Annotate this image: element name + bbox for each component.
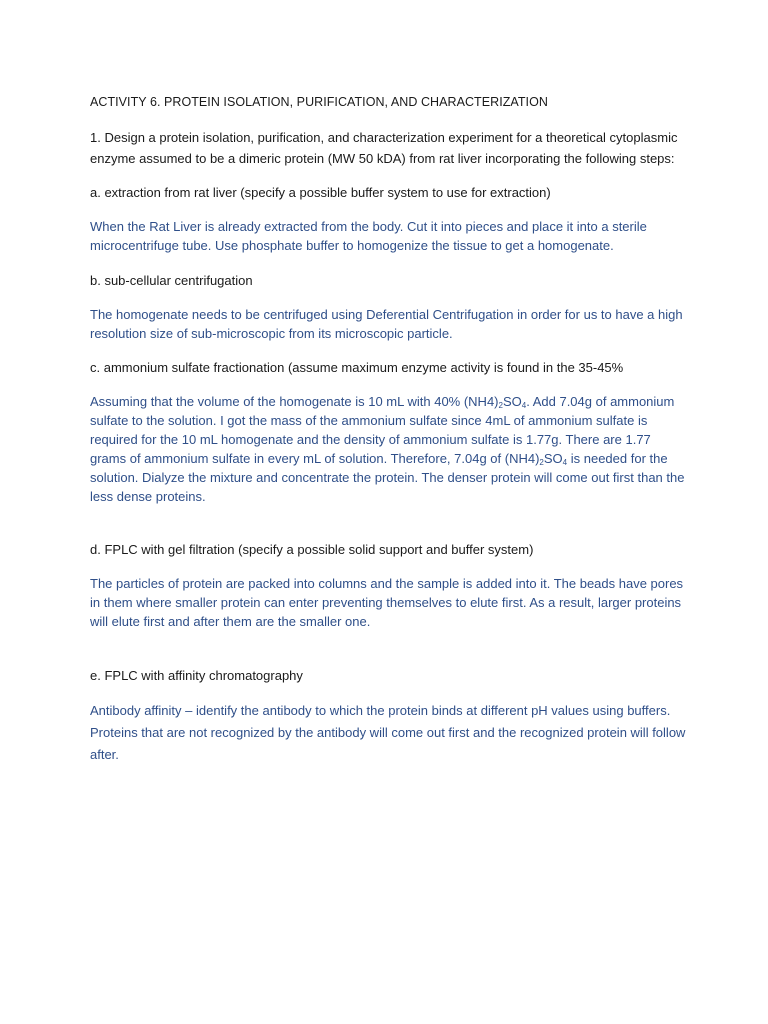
question-d: d. FPLC with gel filtration (specify a possible solid support and buffer system) — [90, 542, 534, 557]
question-b: b. sub-cellular centrifugation — [90, 273, 253, 288]
answer-e: Antibody affinity – identify the antibody to which the protein binds at different pH values using buffers. Proteins that are not recognized by the antibody will come out first and the recognized protein will follow after. — [90, 703, 686, 762]
subscript-4: 4 — [562, 458, 568, 467]
question-e: e. FPLC with affinity chromatography — [90, 668, 303, 683]
subscript-4: 4 — [521, 401, 527, 410]
question-c: c. ammonium sulfate fractionation (assume maximum enzyme activity is found in the 35-45% — [90, 360, 624, 375]
answer-c — [90, 392, 686, 506]
answer-c-part-1: Assuming that the volume of the homogenate is 10 mL with 40% (NH4) — [90, 394, 499, 409]
question-1: 1. Design a protein isolation, purification, and characterization experiment for a theoretical cytoplasmic enzyme assumed to be a dimeric protein (MW 50 kDA) from rat liver incorporating the following steps: — [90, 130, 678, 166]
answer-c-part-4: SO — [543, 451, 563, 466]
answer-b: The homogenate needs to be centrifuged using Deferential Centrifugation in order for us to have a high resolution size of sub-microscopic from its microscopic particle. — [90, 307, 683, 341]
question-a: a. extraction from rat liver (specify a possible buffer system to use for extraction) — [90, 185, 551, 200]
answer-d: The particles of protein are packed into columns and the sample is added into it. The beads have pores in them where smaller protein can enter preventing themselves to elute first. As a result, larger proteins will elute first and after them are the smaller one. — [90, 576, 684, 629]
document-content — [90, 93, 686, 766]
subscript-2: 2 — [539, 458, 544, 467]
answer-c-part-2: SO — [502, 394, 522, 409]
subscript-2: 2 — [498, 401, 503, 410]
activity-title: ACTIVITY 6. PROTEIN ISOLATION, PURIFICATION, AND CHARACTERIZATION — [90, 95, 548, 109]
answer-c-part-3: . Add 7.04g of ammonium sulfate to the solution. I got the mass of the ammonium sulfate since 4mL of ammonium sulfate is required for the 10 mL homogenate and the density of ammonium sulfate is 1.77g. There are 1.77 grams of ammonium sulfate in every mL of solution. Therefore, 7.04g of (NH4) — [90, 394, 675, 466]
answer-a: When the Rat Liver is already extracted from the body. Cut it into pieces and place it into a sterile microcentrifuge tube. Use phosphate buffer to homogenize the tissue to get a homogenate. — [90, 219, 647, 253]
answer-c-part-5: is needed for the solution. Dialyze the mixture and concentrate the protein. The denser protein will come out first than the less dense proteins. — [90, 451, 685, 504]
